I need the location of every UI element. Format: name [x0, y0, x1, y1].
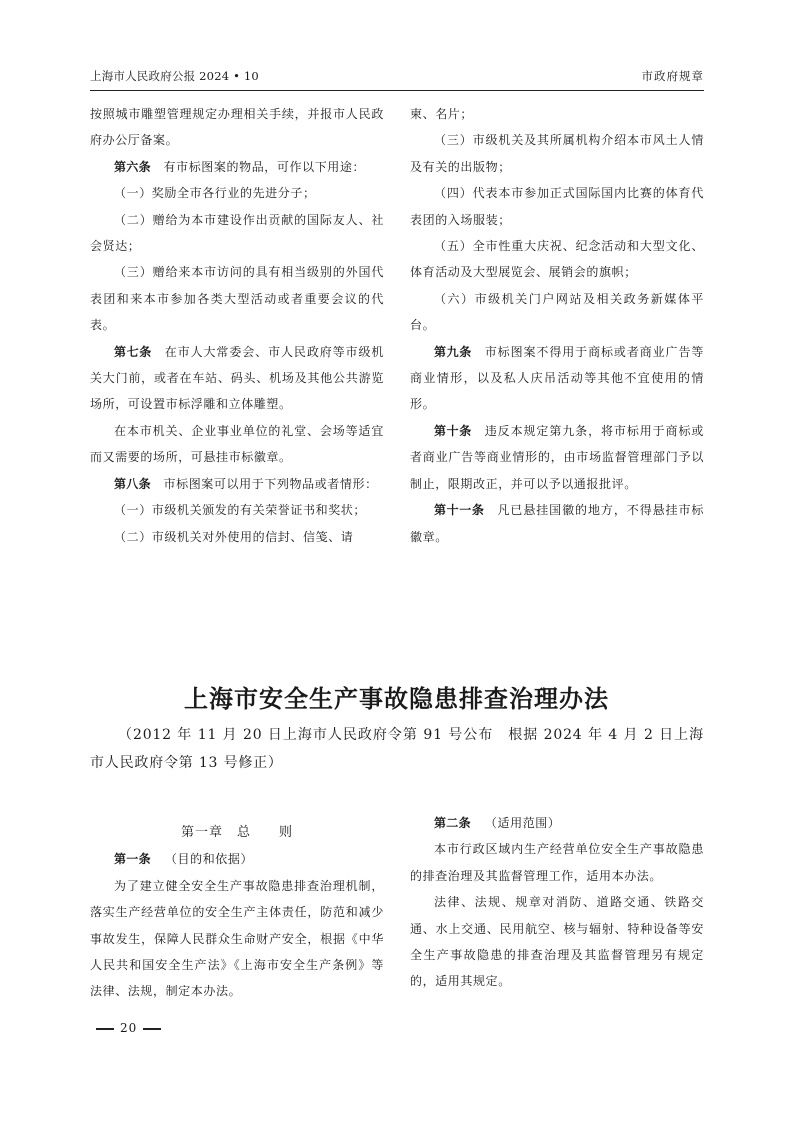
paragraph-text: 凡已悬挂国徽的地方，不得悬挂市标徽章。 [410, 503, 705, 544]
paragraph-text: 市标图案不得用于商标或者商业广告等商业情形，以及私人庆吊活动等其他不宜使用的情形。 [410, 344, 704, 412]
paragraph-text: 在市人大常委会、市人民政府等市级机关大门前，或者在车站、码头、机场及其他公共游览场所，可设置市标浮雕和立体雕塑。 [90, 344, 384, 412]
page-number-text: 20 [120, 1021, 138, 1035]
article-2-number: 第二条 [434, 816, 471, 830]
article-number: 第六条 [114, 159, 151, 174]
dash-left [96, 1028, 114, 1030]
paragraph-text: 有市标图案的物品，可作以下用途： [150, 159, 366, 174]
paragraph-text: 在本市机关、企业事业单位的礼堂、会场等适宜而又需要的场所，可悬挂市标徽章。 [90, 423, 384, 465]
article-1-heading [90, 846, 384, 872]
paragraph [410, 339, 704, 418]
top-left-column [90, 101, 384, 550]
article-number: 第八条 [114, 476, 151, 491]
article-2-paragraph-2: 法律、法规、规章对消防、道路交通、铁路交通、水上交通、民用航空、核与辐射、特种设备等安全生产事故隐患的排查治理及其监督管理另有规定的，适用其规定。 [410, 895, 704, 989]
paragraph-text: （五）全市性重大庆祝、纪念活动和大型文化、体育活动及大型展览会、展销会的旗帜； [410, 239, 704, 280]
paragraph-text: （二）赠给为本市建设作出贡献的国际友人、社会贤达； [90, 212, 384, 254]
paragraph-text: （一）市级机关颁发的有关荣誉证书和奖状； [114, 503, 367, 518]
subtitle-text: （2012 年 11 月 20 日上海市人民政府令第 91 号公布 根据 2024 年 4 月 2 日上海市人民政府令第 13 号修正） [90, 727, 704, 771]
top-right-column [410, 101, 704, 550]
paragraph [90, 524, 384, 550]
header-publication: 上海市人民政府公报 2024 • 10 [90, 69, 259, 83]
paragraph-text: （二）市级机关对外使用的信封、信笺、请 [114, 529, 354, 544]
paragraph [410, 497, 704, 550]
paragraph-text: （六）市级机关门户网站及相关政务新媒体平台。 [410, 291, 704, 333]
paragraph [410, 101, 704, 127]
paragraph-text: 违反本规定第九条，将市标用于商标或者商业广告等商业情形的，由市场监督管理部门予以制止，限期改正，并可以予以通报批评。 [410, 423, 704, 491]
dash-right [143, 1028, 161, 1030]
paragraph-text: 按照城市雕塑管理规定办理相关手续，并报市人民政府办公厅备案。 [90, 107, 384, 148]
paragraph [90, 497, 384, 523]
paragraph [410, 180, 704, 233]
paragraph [90, 418, 384, 471]
running-header [90, 62, 704, 91]
paragraph-text: （一）奖励全市各行业的先进分子； [114, 186, 316, 201]
article-2-paragraph-1: 本市行政区域内生产经营单位安全生产事故隐患的排查治理及其监督管理工作，适用本办法。 [410, 842, 704, 883]
paragraph [410, 286, 704, 339]
page-number [90, 1021, 167, 1035]
article-number: 第十一条 [434, 503, 485, 518]
article-2-heading [410, 810, 704, 836]
paragraph [90, 154, 384, 180]
bottom-right-column [410, 810, 704, 995]
paragraph [90, 207, 384, 260]
paragraph-text: （三）赠给来本市访问的具有相当级别的外国代表团和来本市参加各类大型活动或者重要会议的代表。 [90, 265, 384, 333]
article-number: 第十条 [434, 423, 472, 438]
paragraph [410, 127, 704, 180]
article-number: 第九条 [434, 344, 472, 359]
paragraph [90, 101, 384, 154]
paragraph [90, 259, 384, 338]
paragraph [90, 471, 384, 497]
paragraph-text: （四）代表本市参加正式国际国内比赛的体育代表团的入场服装； [410, 186, 704, 227]
article-number: 第七条 [114, 344, 152, 359]
document-title: 上海市安全生产事故隐患排查治理办法 [184, 684, 609, 713]
paragraph-text: 市标图案可以用于下列物品或者情形： [150, 476, 378, 491]
article-1-topic: （目的和依据） [164, 852, 254, 867]
bottom-left-column [90, 820, 384, 1005]
article-2-topic: （适用范围） [484, 816, 561, 830]
document-subtitle [90, 721, 704, 777]
article-1-text: 为了建立健全安全生产事故隐患排查治理机制，落实生产经营单位的安全生产主体责任，防范和减少事故发生，保障人民群众生命财产安全，根据《中华人民共和国安全生产法》《上海市安全生产条例》等法律、法规，制定本办法。 [90, 878, 384, 999]
paragraph [410, 233, 704, 286]
chapter-heading: 第一章 总 则 [180, 825, 293, 840]
paragraph-text: （三）市级机关及其所属机构介绍本市风土人情及有关的出版物； [410, 133, 704, 174]
header-section: 市政府规章 [641, 69, 704, 83]
paragraph [90, 339, 384, 418]
article-1-number: 第一条 [114, 852, 151, 867]
paragraph [90, 180, 384, 206]
paragraph-text: 柬、名片； [410, 107, 474, 121]
paragraph [410, 418, 704, 497]
